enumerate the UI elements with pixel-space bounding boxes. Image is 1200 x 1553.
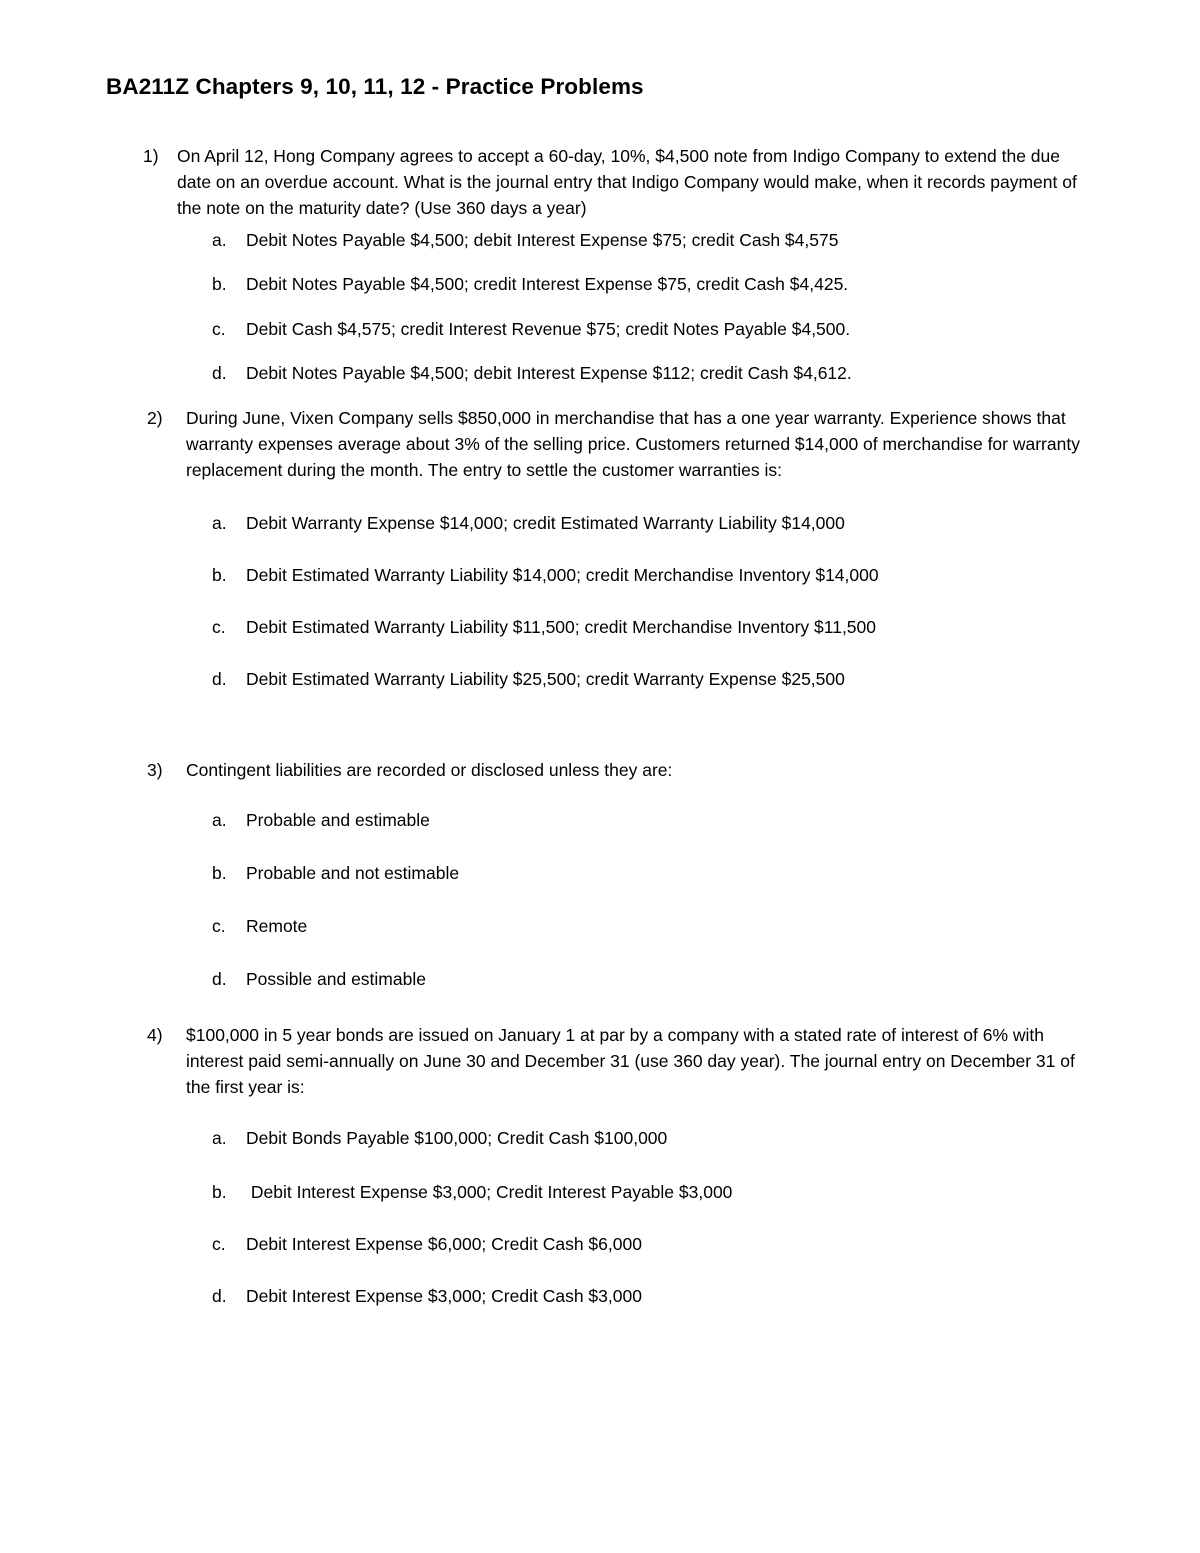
option-text: Remote: [246, 916, 308, 936]
option-b: [0, 274, 1200, 300]
option-letter: c.: [212, 617, 226, 637]
option-text: Debit Interest Expense $3,000; Credit Interest Payable $3,000: [246, 1182, 733, 1202]
option-text: Debit Cash $4,575; credit Interest Revenue $75; credit Notes Payable $4,500.: [246, 319, 851, 339]
option-d: [0, 1286, 1200, 1312]
option-text: Debit Warranty Expense $14,000; credit Estimated Warranty Liability $14,000: [246, 513, 845, 533]
option-letter: b.: [212, 1182, 227, 1202]
option-text: Debit Notes Payable $4,500; debit Interest Expense $75; credit Cash $4,575: [246, 230, 839, 250]
option-text: Debit Estimated Warranty Liability $11,500; credit Merchandise Inventory $11,500: [246, 617, 876, 637]
option-b: [0, 863, 1200, 889]
option-letter: b.: [212, 274, 227, 294]
option-letter: c.: [212, 1234, 226, 1254]
option-letter: d.: [212, 969, 227, 989]
option-text: Probable and estimable: [246, 810, 430, 830]
question-number: 4): [147, 1025, 163, 1045]
option-c: [0, 617, 1200, 643]
option-text: Debit Interest Expense $6,000; Credit Cash $6,000: [246, 1234, 642, 1254]
question-text: On April 12, Hong Company agrees to accept a 60-day, 10%, $4,500 note from Indigo Company to extend the due date on an overdue account. What is the journal entry that Indigo Company would make, when it records payment of the note on the maturity date? (Use 360 days a year): [177, 146, 1077, 218]
question-number: 2): [147, 408, 163, 428]
option-a: [0, 810, 1200, 836]
option-letter: a.: [212, 230, 227, 250]
option-letter: d.: [212, 669, 227, 689]
question-text: During June, Vixen Company sells $850,000 in merchandise that has a one year warranty. Experience shows that warranty expenses average about 3% of the selling price. Customers returned $14,000 of merchandise for warranty replacement during the month. The entry to settle the customer warranties is:: [186, 408, 1080, 480]
question-number: 1): [143, 146, 159, 166]
option-letter: a.: [212, 513, 227, 533]
option-c: [0, 1234, 1200, 1260]
option-letter: d.: [212, 1286, 227, 1306]
page-title: BA211Z Chapters 9, 10, 11, 12 - Practice Problems: [106, 74, 644, 99]
option-text: Probable and not estimable: [246, 863, 460, 883]
option-text: Debit Estimated Warranty Liability $25,500; credit Warranty Expense $25,500: [246, 669, 845, 689]
option-letter: c.: [212, 916, 226, 936]
option-text: Debit Notes Payable $4,500; debit Interest Expense $112; credit Cash $4,612.: [246, 363, 852, 383]
question-text: $100,000 in 5 year bonds are issued on January 1 at par by a company with a stated rate of interest of 6% with interest paid semi-annually on June 30 and December 31 (use 360 day year). The journal entry on December 31 of the first year is:: [186, 1025, 1075, 1097]
option-letter: a.: [212, 810, 227, 830]
option-text: Possible and estimable: [246, 969, 426, 989]
option-letter: b.: [212, 863, 227, 883]
option-d: [0, 669, 1200, 695]
option-text: Debit Estimated Warranty Liability $14,000; credit Merchandise Inventory $14,000: [246, 565, 879, 585]
option-d: [0, 969, 1200, 995]
option-letter: d.: [212, 363, 227, 383]
question-text: Contingent liabilities are recorded or disclosed unless they are:: [186, 760, 673, 780]
option-a: [0, 513, 1200, 539]
option-letter: a.: [212, 1128, 227, 1148]
option-c: [0, 916, 1200, 942]
option-text: Debit Notes Payable $4,500; credit Interest Expense $75, credit Cash $4,425.: [246, 274, 849, 294]
option-c: [0, 319, 1200, 345]
option-d: [0, 363, 1200, 389]
option-b: [0, 1182, 1200, 1208]
option-a: [0, 1128, 1200, 1154]
option-letter: c.: [212, 319, 226, 339]
option-a: [0, 230, 1200, 256]
option-b: [0, 565, 1200, 591]
question-number: 3): [147, 760, 163, 780]
option-text: Debit Interest Expense $3,000; Credit Cash $3,000: [246, 1286, 642, 1306]
option-letter: b.: [212, 565, 227, 585]
option-text: Debit Bonds Payable $100,000; Credit Cash $100,000: [246, 1128, 668, 1148]
